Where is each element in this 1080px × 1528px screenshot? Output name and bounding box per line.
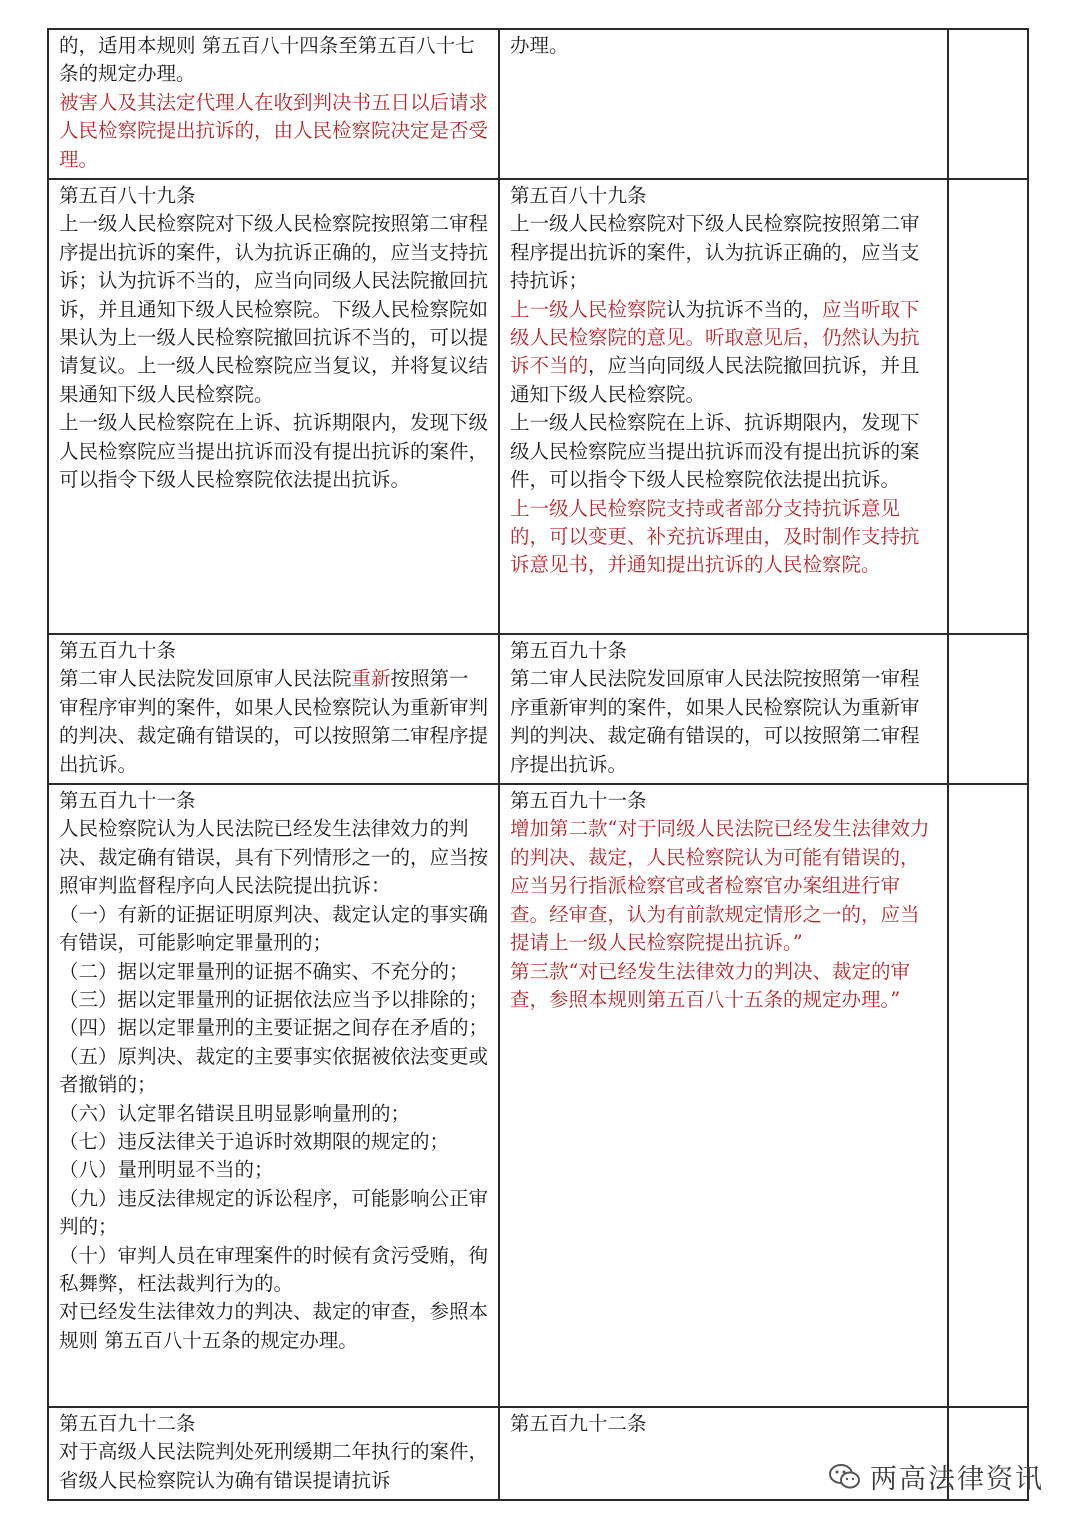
new-text-cell [499,634,948,784]
paragraph: 第五百九十一条 [59,789,196,813]
text-segment: 认为抗诉不当的， [666,297,823,321]
old-text-cell [48,29,499,179]
paragraph: 上一级人民检察院在上诉、抗诉期限内，发现下级人民检察院应当提出抗诉而没有提出抗诉的案件，可以指令下级人民检察院依法提出抗诉。 [59,411,489,492]
paragraph [510,210,937,295]
paragraph [510,32,937,60]
new-text-cell [499,179,948,634]
paragraph: 第五百九十条 [59,639,177,663]
paragraph: （十）审判人员在审理案件的时候有贪污受贿，徇私舞弊，枉法裁判行为的。 [59,1243,489,1295]
old-text-cell [48,179,499,634]
old-text-cell [48,634,499,784]
text-segment: ，应当向同级人民法院撤回抗诉，并且通知下级人民检察院。 [510,354,920,406]
note-cell [948,29,1028,179]
paragraph [510,495,937,580]
text-segment: 重新 [351,667,391,691]
note-cell [948,784,1028,1407]
text-segment: 上一级人民检察院在上诉、抗诉期限内，发现下级人民检察院应当提出抗诉而没有提出抗诉的案件，可以指令下级人民检察院依法提出抗诉。 [510,411,920,492]
paragraph [510,665,937,779]
text-segment: 增加第二款“对于同级人民法院已经发生法律效力的判决、裁定，人民检察院认为可能有错误的，应当另行指派检察官或者检察官办案组进行审查。经审查，认为有前款规定情形之一的，应当提请上一级人民检察院提出抗诉。” [510,817,930,955]
note-cell [948,634,1028,784]
paragraph: 第五百九十二条 [59,1412,196,1436]
paragraph: （六）认定罪名错误且明显影响量刑的； [59,1101,411,1125]
paragraph: （一）有新的证据证明原判决、裁定认定的事实确有错误，可能影响定罪量刑的； [59,902,489,955]
old-text-cell [48,784,499,1407]
paragraph: 对于高级人民法院判处死刑缓期二年执行的案件，省级人民检察院认为确有错误提请抗诉 [59,1440,489,1492]
paragraph [510,958,937,1015]
paragraph [510,787,937,815]
paragraph [510,409,937,494]
paragraph [510,1410,937,1438]
paragraph: 上一级人民检察院对下级人民检察院按照第二审程序提出抗诉的案件，认为抗诉正确的，应当支持抗诉；认为抗诉不当的，应当向同级人民法院撤回抗诉，并且通知下级人民检察院。下级人民检察院如果认为上一级人民检察院撤回抗诉不当的，可以提请复议。上一级人民检察院应当复议，并将复议结果通知下级人民检察院。 [59,212,489,406]
paragraph [510,182,937,210]
text-segment: 第三款“对已经发生法律效力的判决、裁定的审查，参照本规则第五百八十五条的规定办理。” [510,959,910,1011]
old-text-cell [48,1407,499,1500]
new-text-cell [499,784,948,1407]
paragraph: （九）违反法律规定的诉讼程序，可能影响公正审判的； [59,1186,489,1239]
paragraph [59,665,488,779]
text-segment: 第五百八十九条 [510,184,647,208]
paragraph: （七）违反法律关于追诉时效期限的规定的； [59,1129,450,1153]
text-segment: 第五百九十条 [510,639,628,663]
paragraph [510,815,937,957]
paragraph: 人民检察院认为人民法院已经发生法律效力的判决、裁定确有错误，具有下列情形之一的，应当按照审判监督程序向人民法院提出抗诉： [59,817,489,898]
text-segment: 上一级人民检察院 [510,297,667,321]
watermark-text: 两高法律资讯 [870,1464,1044,1495]
watermark [828,1457,1044,1496]
paragraph: 对已经发生法律效力的判决、裁定的审查，参照本规则 第五百八十五条的规定办理。 [59,1300,489,1352]
text-segment: 第五百九十二条 [510,1412,647,1436]
note-cell [948,179,1028,634]
text-segment: 按照第一审程序审判的案件，如果人民检察院认为重新审判的判决、裁定确有错误的，可以按照第二审程序提出抗诉。 [59,667,489,776]
table-row [48,634,1028,784]
table-row [48,179,1028,634]
table-row [48,784,1028,1407]
paragraph: （二）据以定罪量刑的证据不确实、不充分的； [59,959,469,983]
paragraph: （四）据以定罪量刑的主要证据之间存在矛盾的； [59,1016,489,1040]
paragraph: 第五百八十九条 [59,184,196,208]
table-row [48,29,1028,179]
new-text-cell [499,29,948,179]
text-segment: 第二审人民法院发回原审人民法院按照第一审程序重新审判的案件，如果人民检察院认为重新审判的判决、裁定确有错误的，可以按照第二审程序提出抗诉。 [510,667,920,776]
comparison-table [47,28,1029,1501]
paragraph [510,296,937,410]
text-segment: 第五百九十一条 [510,789,647,813]
paragraph: （八）量刑明显不当的； [59,1158,274,1182]
paragraph: （五）原判决、裁定的主要事实依据被依法变更或者撤销的； [59,1044,489,1097]
text-segment: 办理。 [510,34,569,57]
text-segment: 第二审人民法院发回原审人民法院 [59,667,352,691]
text-segment: 上一级人民检察院对下级人民检察院按照第二审程序提出抗诉的案件，认为抗诉正确的，应当支持抗诉； [510,212,920,293]
paragraph: 被害人及其法定代理人在收到判决书五日以后请求人民检察院提出抗诉的，由人民检察院决定是否受理。 [59,90,489,171]
text-segment: 上一级人民检察院支持或者部分支持抗诉意见的，可以变更、补充抗诉理由，及时制作支持抗诉意见书，并通知提出抗诉的人民检察院。 [510,496,920,577]
paragraph: 的，适用本规则 第五百八十四条至第五百八十七条的规定办理。 [59,34,475,86]
paragraph [510,637,937,665]
wechat-icon [828,1462,862,1492]
text-segment: 应当听取下级人民检察院的意见。听取意见后，仍然认为抗诉不当的 [510,297,920,378]
paragraph: （三）据以定罪量刑的证据依法应当予以排除的； [59,987,489,1011]
